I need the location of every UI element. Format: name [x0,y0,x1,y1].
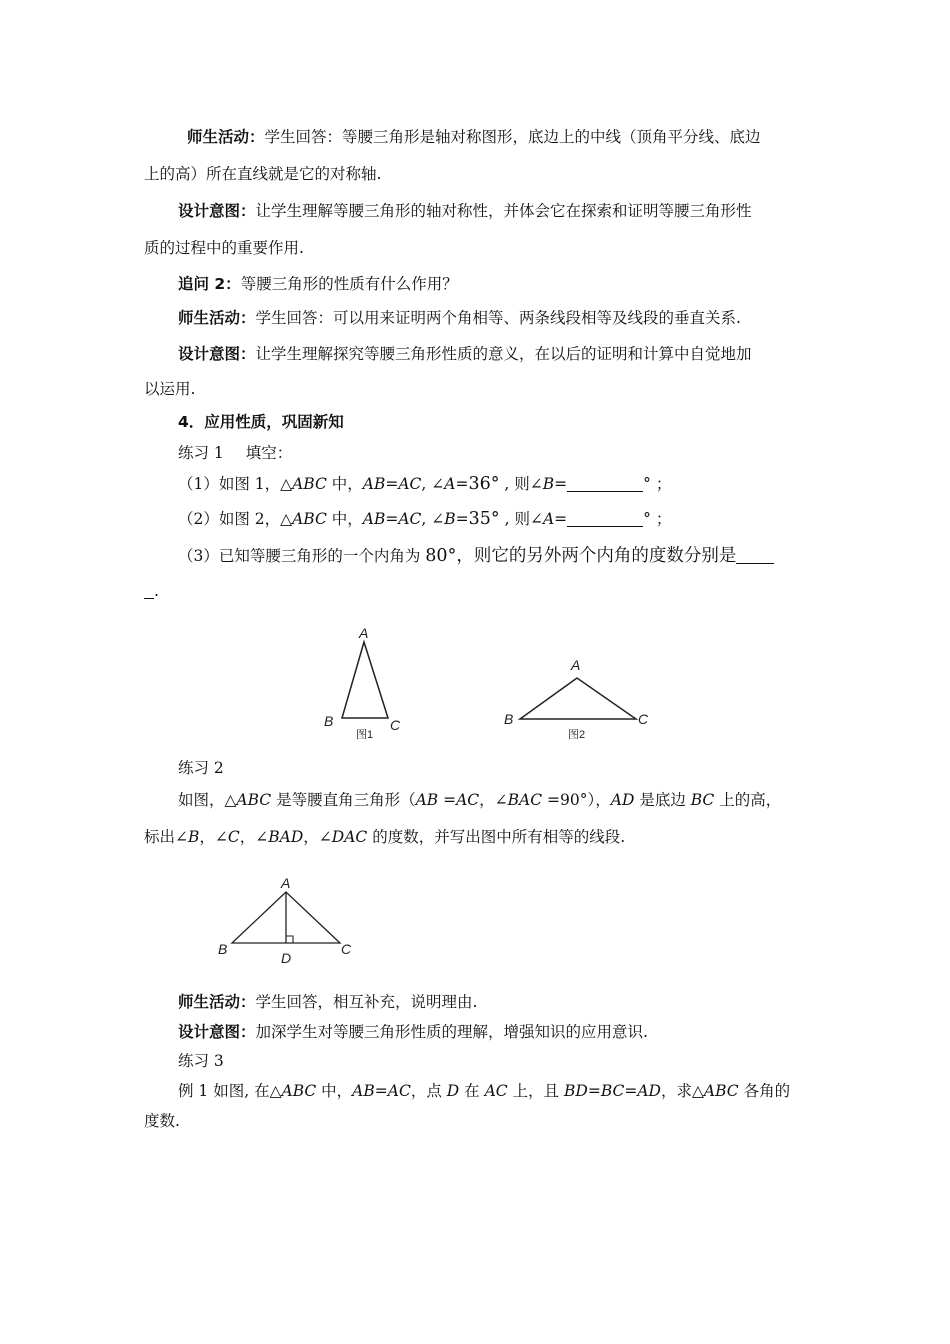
fig2-label-a: A [571,657,581,673]
paragraph-intent-1: 设计意图：让学生理解等腰三角形的轴对称性，并体会它在探索和证明等腰三角形性 [178,202,752,220]
figure-2-triangle [500,652,660,742]
exercise-2-line-1: 如图，△ABC 是等腰直角三角形（AB =AC，∠BAC =90°），AD 是底边 BC 上的高， [178,791,782,809]
fig3-label-a: A [281,875,291,891]
paragraph-activity-1-cont: 上的高）所在直线就是它的对称轴. [144,165,382,183]
figure-3-right-isosceles-triangle [215,872,365,972]
paragraph-intent-3: 设计意图：加深学生对等腰三角形性质的理解，增强知识的应用意识. [178,1023,648,1041]
fig1-label-c: C [390,717,401,733]
fig3-label-c: C [341,941,352,957]
exercise-1-q3: （3）已知等腰三角形的一个内角为 80°，则它的另外两个内角的度数分别是 [178,545,774,567]
fig2-label-b: B [504,711,514,727]
follow-up-question-2: 追问 2：等腰三角形的性质有什么作用？ [178,275,458,293]
exercise-2-title: 练习 2 [178,759,224,777]
answer-blank-3[interactable] [736,547,774,564]
fig3-label-b: B [218,941,228,957]
triangle-abc-1 [342,642,388,718]
answer-blank-1[interactable] [567,475,643,492]
fig1-caption: 图1 [356,729,374,741]
exercise-1-q1: （1）如图 1，△ABC 中，AB=AC, ∠A=36° , 则∠B= ° ； [178,474,672,494]
example-1-line-1: 例 1 如图, 在△ABC 中，AB=AC，点 D 在 AC 上，且 BD=BC=AD，求△ABC 各角的 [178,1082,791,1100]
triangle-abc-2 [520,678,636,719]
paragraph-activity-2: 师生活动：学生回答：可以用来证明两个角相等、两条线段相等及线段的垂直关系. [178,309,741,327]
paragraph-intent-2: 设计意图：让学生理解探究等腰三角形性质的意义，在以后的证明和计算中自觉地加 [178,345,752,363]
exercise-1-q2: （2）如图 2，△ABC 中，AB=AC, ∠B=35° , 则∠A= ° ； [178,509,672,529]
exercise-1-q3-cont: . [144,580,159,602]
fig2-caption: 图2 [568,729,586,741]
fig1-label-b: B [324,713,334,729]
exercise-2-line-2: 标出∠B，∠C，∠BAD，∠DAC 的度数，并写出图中所有相等的线段. [144,828,626,846]
fig2-label-c: C [638,711,649,727]
fig3-label-d: D [281,950,292,966]
answer-blank-3-cont[interactable] [144,582,154,599]
paragraph-activity-3: 师生活动：学生回答，相互补充，说明理由. [178,993,478,1011]
right-angle-mark [286,936,293,943]
paragraph-activity-1: 师生活动：学生回答：等腰三角形是轴对称图形，底边上的中线（顶角平分线、底边 [187,128,761,146]
paragraph-intent-2-cont: 以运用. [144,380,196,398]
exercise-1-title: 练习 1 填空： [178,444,293,462]
answer-blank-2[interactable] [567,510,643,527]
figure-1-triangle [322,622,412,741]
section-heading-4: 4．应用性质，巩固新知 [178,413,344,431]
paragraph-intent-1-cont: 质的过程中的重要作用. [144,239,304,257]
fig1-label-a: A [359,625,369,641]
example-1-line-2: 度数. [144,1112,180,1130]
exercise-3-title: 练习 3 [178,1052,224,1070]
